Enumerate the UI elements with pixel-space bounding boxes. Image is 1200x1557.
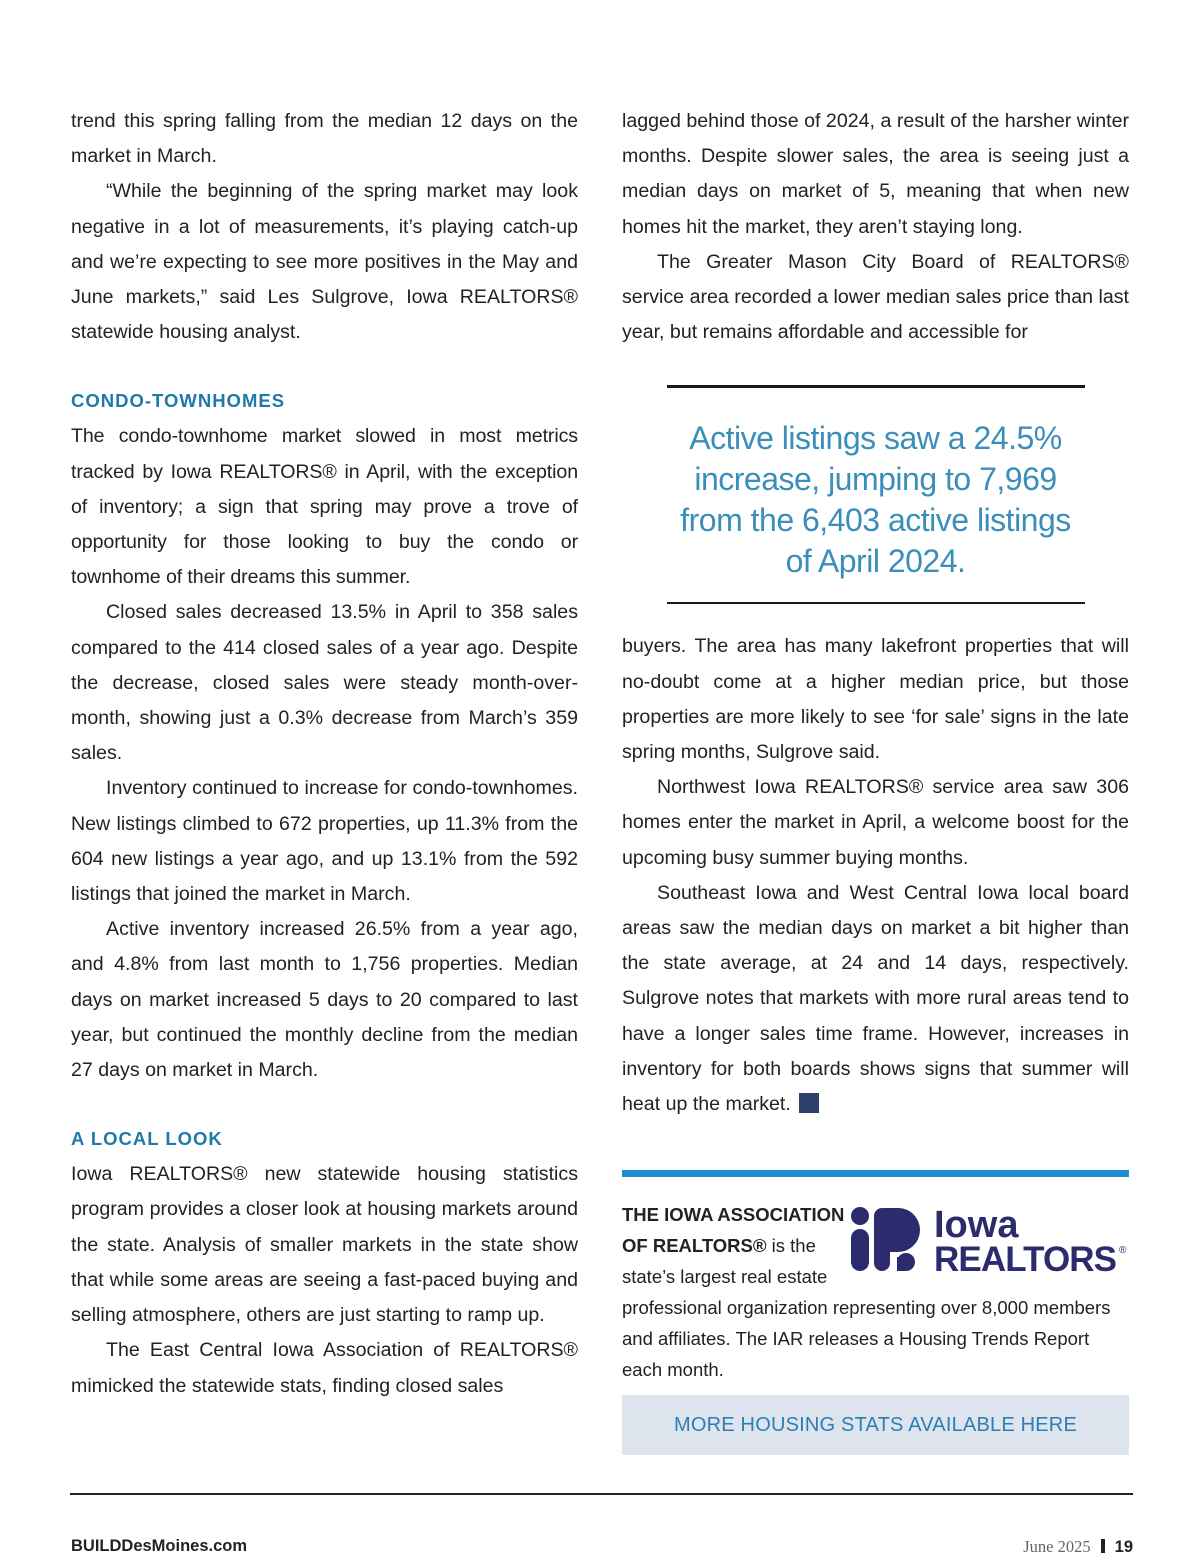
- iar-line-2-bold: OF REALTORS®: [622, 1235, 767, 1256]
- more-housing-stats-button[interactable]: MORE HOUSING STATS AVAILABLE HERE: [622, 1395, 1129, 1455]
- iar-line-1: THE IOWA ASSOCIATION: [622, 1204, 845, 1225]
- left-paragraph-3: The condo-townhome market slowed in most metrics tracked by Iowa REALTORS® in April, with the exception of inventory; a sign that spring may prove a trove of opportunity for those looking to buy the condo or townhome of their dreams this summer.: [71, 425, 578, 589]
- left-paragraph-4: Closed sales decreased 13.5% in April to 358 sales compared to the 414 closed sales of a year ago. Despite the decrease, closed sales were steady month-over-month, showing just a 0.3% decrease from March’s 359 sales.: [71, 601, 578, 765]
- left-paragraph-7: Iowa REALTORS® new statewide housing statistics program provides a closer look at housing markets around the state. Analysis of smaller markets in the state show that while some areas are seeing a fast-paced buying and selling atmosphere, others are just starting to ramp up.: [71, 1163, 578, 1327]
- pull-quote-block: [622, 385, 1129, 604]
- end-of-article-mark: B: [799, 1093, 819, 1113]
- right-paragraph-2: The Greater Mason City Board of REALTORS® service area recorded a lower median sales price than last year, but remains affordable and accessible for: [622, 250, 1129, 344]
- left-column: [71, 104, 578, 1404]
- footer-issue-info: [1023, 1537, 1133, 1557]
- footer-rule: [70, 1493, 1133, 1495]
- left-paragraph-2: “While the beginning of the spring market may look negative in a lot of measurements, it’s playing catch-up and we’re expecting to see more positives in the May and June markets,” said Les Sulgrove, Iowa REALTORS® statewide housing analyst.: [71, 180, 578, 344]
- right-paragraph-1: lagged behind those of 2024, a result of the harsher winter months. Despite slower sales, the area is seeing just a median days on market of 5, meaning that when new homes hit the market, they aren’t staying long.: [622, 110, 1129, 238]
- pull-quote-text: Active listings saw a 24.5% increase, jumping to 7,969 from the 6,403 active listings of April 2024.: [680, 420, 1071, 580]
- iar-line-2-rest: is the: [766, 1235, 816, 1256]
- left-paragraph-8: The East Central Iowa Association of REALTORS® mimicked the statewide stats, finding closed sales: [71, 1339, 578, 1397]
- right-paragraph-3: buyers. The area has many lakefront properties that will no-doubt come at a higher median price, but those properties are more likely to see ‘for sale’ signs in the late spring months, Sulgrove said.: [622, 635, 1129, 764]
- iar-line-3: state’s largest real estate: [622, 1266, 828, 1287]
- footer-site-name[interactable]: BUILDDesMoines.com: [71, 1537, 248, 1555]
- iar-description: [622, 1177, 1129, 1385]
- left-paragraph-5: Inventory continued to increase for condo-townhomes. New listings climbed to 672 properties, up 11.3% from the 604 new listings a year ago, and up 13.1% from the 592 listings that joined the market in March.: [71, 777, 578, 906]
- footer-separator: [1101, 1539, 1105, 1553]
- footer-page-number: 19: [1114, 1538, 1133, 1556]
- right-paragraph-5-text: Southeast Iowa and West Central Iowa local board areas saw the median days on market a bit higher than the state average, at 24 and 14 days, respectively. Sulgrove notes that markets with more rural areas tend to have a longer sales time frame. However, increases in inventory for both boards shows signs that summer will heat up the market.: [622, 881, 1129, 1116]
- iar-line-rest: professional organization representing over 8,000 members and affiliates. The IAR releases a Housing Trends Report each month.: [622, 1297, 1111, 1380]
- section-heading-condo-townhomes: CONDO-TOWNHOMES: [71, 390, 286, 412]
- left-paragraph-6: Active inventory increased 26.5% from a year ago, and 4.8% from last month to 1,756 properties. Median days on market increased 5 days to 20 compared to last year, but continued the monthly decline from the median 27 days on market in March.: [71, 918, 578, 1082]
- logo-registered-mark: ®: [1119, 1245, 1127, 1256]
- section-heading-local-look: A LOCAL LOOK: [71, 1128, 223, 1150]
- logo-word-realtors: REALTORS: [934, 1240, 1117, 1273]
- right-column: [622, 104, 1129, 1122]
- pull-quote-bottom-rule: [667, 602, 1085, 604]
- logo-word-iowa: Iowa: [934, 1205, 1019, 1246]
- iar-info-box: [622, 1170, 1129, 1385]
- iowa-realtors-logo: [848, 1205, 1130, 1273]
- footer-issue-date: June 2025: [1023, 1537, 1091, 1556]
- iar-accent-bar: [622, 1170, 1129, 1177]
- pull-quote-top-rule: [667, 385, 1085, 388]
- right-paragraph-5: [622, 876, 1129, 1122]
- right-paragraph-4: Northwest Iowa REALTORS® service area saw 306 homes enter the market in April, a welcome boost for the upcoming busy summer buying months.: [622, 776, 1129, 869]
- left-paragraph-1: trend this spring falling from the median 12 days on the market in March.: [71, 110, 578, 168]
